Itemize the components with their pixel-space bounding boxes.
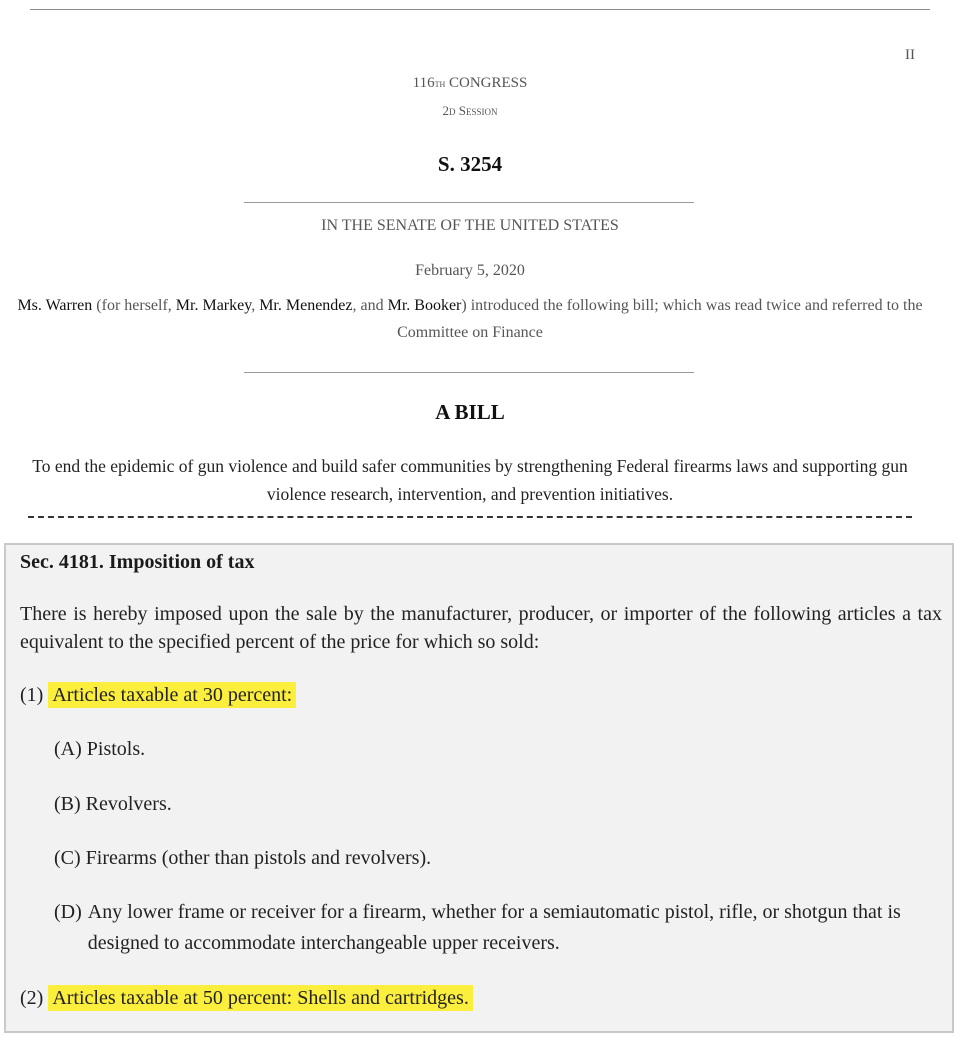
dashed-divider (28, 516, 912, 518)
section-title: Sec. 4181. Imposition of tax (20, 551, 255, 573)
introduced-date: February 5, 2020 (415, 262, 525, 279)
item-1-label: (1) (20, 684, 44, 706)
session-line (0, 103, 940, 119)
subitem-c: (C) Firearms (other than pistols and revolvers). (54, 847, 432, 869)
chamber: IN THE SENATE OF THE UNITED STATES (321, 217, 619, 234)
sponsor-text-2: , (251, 297, 260, 314)
bill-number: S. 3254 (437, 152, 503, 176)
sponsor-text-4: ) introduced the following bill; which was read twice and referred to the Committee on Finance (397, 297, 923, 341)
item-1 (20, 680, 296, 710)
section-intro: There is hereby imposed upon the sale by the manufacturer, producer, or importer of the following articles a tax equivalent to the specified percent of the price for which so sold: (20, 603, 942, 653)
congress-number: 116 (412, 75, 435, 91)
cosponsor-2: Mr. Menendez (259, 297, 353, 314)
highlight-item-2: Articles taxable at 50 percent: Shells and cartridges. (48, 985, 473, 1011)
congress-suffix: th (434, 76, 446, 90)
highlight-item-1: Articles taxable at 30 percent: (48, 682, 296, 708)
cosponsor-3: Mr. Booker (387, 297, 462, 314)
page-marker: II (905, 47, 915, 63)
top-rule (30, 9, 930, 10)
item-2 (20, 983, 473, 1013)
rule-lower (244, 372, 694, 373)
sponsor-lead: Ms. Warren (17, 297, 93, 314)
subitem-d (54, 897, 914, 959)
rule-upper (244, 202, 694, 203)
sponsor-text-3: , and (352, 297, 388, 314)
congress-word: CONGRESS (449, 75, 528, 91)
session-suffix: d (449, 103, 456, 118)
item-2-label: (2) (20, 987, 44, 1009)
subitem-a: (A) Pistols. (54, 738, 146, 760)
sponsor-statement (10, 292, 930, 346)
session-word: Session (458, 103, 498, 118)
subitem-d-label: (D) (54, 901, 82, 923)
excerpt-panel (4, 543, 954, 1033)
subitem-b: (B) Revolvers. (54, 793, 172, 815)
cosponsor-1: Mr. Markey (175, 297, 252, 314)
subitem-d-text: Any lower frame or receiver for a firearm, whether for a semiautomatic pistol, rifle, or shotgun that is designed to accommodate interchangeable upper receivers. (87, 901, 901, 954)
bill-heading: A BILL (435, 400, 505, 424)
sponsor-text-1: (for herself, (92, 297, 176, 314)
bill-purpose: To end the epidemic of gun violence and build safer communities by strengthening Federal firearms laws and supporting gun violence research, intervention, and prevention initiatives. (32, 456, 908, 504)
session-number: 2 (442, 103, 449, 118)
congress-line (0, 75, 940, 92)
